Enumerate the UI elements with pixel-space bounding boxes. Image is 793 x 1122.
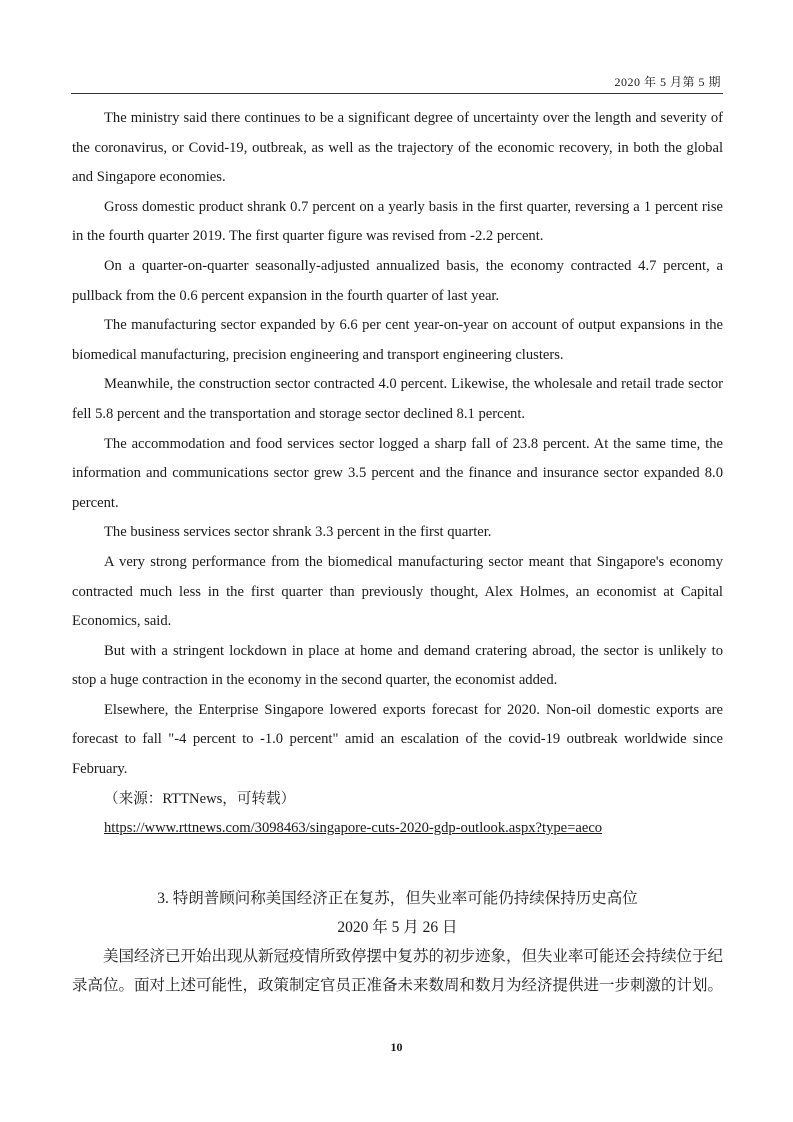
article-body (72, 104, 723, 1000)
issue-header: 2020 年 5 月第 5 期 (614, 75, 721, 89)
paragraph: On a quarter-on-quarter seasonally-adjusted annualized basis, the economy contracted 4.7 percent, a pullback from the 0.6 percent expansion in the fourth quarter of last year. (72, 257, 723, 304)
paragraph: The manufacturing sector expanded by 6.6 per cent year-on-year on account of output expansions in the biomedical manufacturing, precision engineering and transport engineering clusters. (72, 317, 723, 363)
section-paragraph: 美国经济已开始出现从新冠疫情所致停摆中复苏的初步迹象，但失业率可能还会持续位于纪录高位。面对上述可能性，政策制定官员正准备未来数周和数月为经济提供进一步刺激的计划。 (72, 947, 724, 994)
source-note: （来源：RTTNews，可转载） (104, 790, 296, 807)
paragraph: Meanwhile, the construction sector contracted 4.0 percent. Likewise, the wholesale and retail trade sector fell 5.8 percent and the transportation and storage sector declined 8.1 percent. (72, 376, 723, 422)
paragraph: The ministry said there continues to be a significant degree of uncertainty over the length and severity of the coronavirus, or Covid-19, outbreak, as well as the trajectory of the economic recovery, in both the global and Singapore economies. (72, 110, 723, 186)
source-link[interactable]: https://www.rttnews.com/3098463/singapore-cuts-2020-gdp-outlook.aspx?type=aeco (104, 820, 603, 837)
paragraph: Elsewhere, the Enterprise Singapore lowered exports forecast for 2020. Non-oil domestic exports are forecast to fall "-4 percent to -1.0 percent" amid an escalation of the covid-19 outbreak worldwide since February. (72, 701, 723, 778)
paragraph: The accommodation and food services sector logged a sharp fall of 23.8 percent. At the same time, the information and communications sector grew 3.5 percent and the finance and insurance sector expanded 8.0 percent. (72, 435, 723, 511)
paragraph: Gross domestic product shrank 0.7 percent on a yearly basis in the first quarter, reversing a 1 percent rise in the fourth quarter 2019. The first quarter figure was revised from -2.2 percent. (72, 198, 723, 245)
paragraph: The business services sector shrank 3.3 percent in the first quarter. (104, 524, 492, 541)
paragraph: A very strong performance from the biomedical manufacturing sector meant that Singapore's economy contracted much less in the first quarter than previously thought, Alex Holmes, an economist at Capital Economics, said. (72, 553, 723, 630)
source-link-line (72, 814, 723, 844)
page-number: 10 (390, 1040, 403, 1054)
header-divider (71, 93, 723, 94)
paragraph: But with a stringent lockdown in place at home and demand cratering abroad, the sector is unlikely to stop a huge contraction in the economy in the second quarter, the economist added. (72, 642, 723, 689)
section-title: 3. 特朗普顾问称美国经济正在复苏，但失业率可能仍持续保持历史高位 (157, 889, 638, 907)
section-date: 2020 年 5 月 26 日 (337, 918, 458, 936)
